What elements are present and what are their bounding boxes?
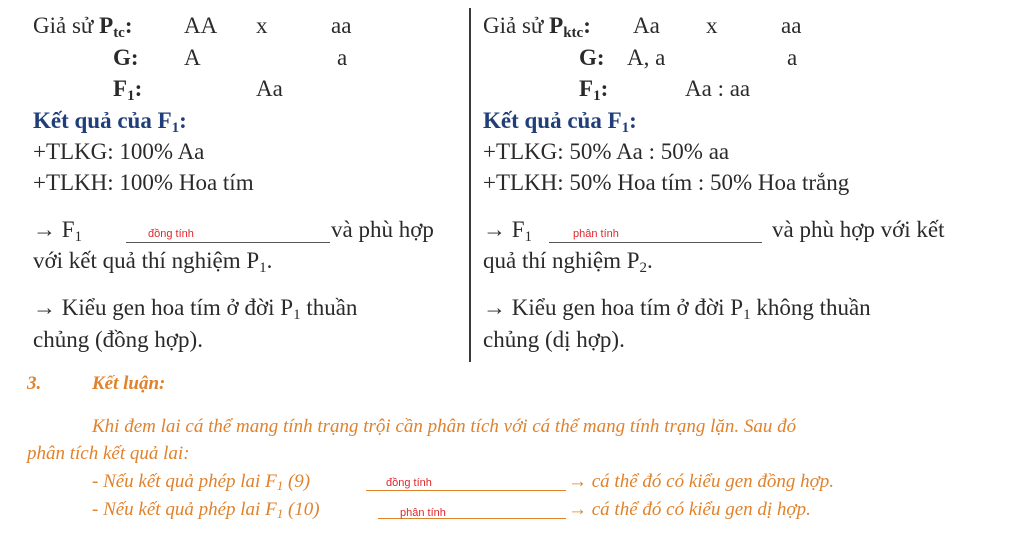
right-gamete-label: G: — [579, 45, 605, 70]
left-filled-answer: đồng tính — [148, 228, 194, 240]
left-result-heading: Kết quả của $F_1$: — [33, 108, 187, 136]
right-f1-genotype: Aa : aa — [685, 76, 751, 101]
right-genotype-conclusion-line1: → Kiểu gen hoa tím ở đời $P_1$ không thuần — [483, 295, 871, 323]
right-arrow-f1-line2: quả thí nghiệm $P_2$. — [483, 248, 653, 276]
left-arrow-f1-after: và phù hợp — [331, 217, 434, 242]
conclusion-number: 3. — [27, 373, 42, 394]
right-result-heading: Kết quả của $F_1$: — [483, 108, 637, 136]
left-arrow-f1: → $F_1$ — [33, 217, 83, 245]
left-tlkh: +TLKH: 100% Hoa tím — [33, 170, 254, 195]
right-parent-genotype-2: aa — [781, 13, 802, 38]
left-genotype-conclusion-line2: chủng (đồng hợp). — [33, 327, 203, 352]
left-tlkg: +TLKG: 100% Aa — [33, 139, 205, 164]
left-parent-genotype-2: aa — [331, 13, 352, 38]
left-gamete-2: a — [337, 45, 348, 70]
right-cross-symbol: x — [706, 13, 718, 38]
conclusion-item2-prefix: - Nếu kết quả phép lai F1 (10) — [92, 499, 320, 521]
left-parent-row: Giả sử $P_{tc}$: — [33, 13, 133, 41]
left-f1-genotype: Aa — [256, 76, 283, 101]
conclusion-title: Kết luận: — [92, 373, 166, 394]
left-f1-label: $F_1$: — [113, 76, 143, 104]
right-tlkh: +TLKH: 50% Hoa tím : 50% Hoa trắng — [483, 170, 850, 195]
right-tlkg: +TLKG: 50% Aa : 50% aa — [483, 139, 730, 164]
left-gamete-1: A — [184, 45, 201, 70]
left-arrow-f1-line2: với kết quả thí nghiệm $P_1$. — [33, 248, 273, 276]
conclusion-paragraph-line2: phân tích kết quả lai: — [27, 443, 190, 464]
right-parent-row: Giả sử $P_{ktc}$: — [483, 13, 591, 41]
right-arrow-f1: → $F_1$ — [483, 217, 533, 245]
conclusion-paragraph-line1: Khi đem lai cá thể mang tính trạng trội cần phân tích với cá thể mang tính trạng lặn. Sau đó — [92, 416, 797, 437]
right-f1-label: $F_1$: — [579, 76, 609, 104]
left-gamete-label: G: — [113, 45, 139, 70]
left-cross-symbol: x — [256, 13, 268, 38]
right-gamete-2: a — [787, 45, 798, 70]
conclusion-item1-result: → cá thể đó có kiểu gen đồng hợp. — [568, 471, 835, 492]
right-parent-genotype-1: Aa — [633, 13, 660, 38]
column-divider — [469, 8, 471, 362]
conclusion-item2-result: → cá thể đó có kiểu gen dị hợp. — [568, 499, 811, 520]
conclusion-item1-prefix: - Nếu kết quả phép lai F1 (9) — [92, 471, 311, 493]
right-gamete-1: A, a — [627, 45, 666, 70]
conclusion-item2-answer: phân tính — [400, 507, 446, 519]
right-genotype-conclusion-line2: chủng (dị hợp). — [483, 327, 625, 352]
right-filled-answer: phân tính — [573, 228, 619, 240]
conclusion-item1-answer: đồng tính — [386, 477, 432, 489]
left-parent-genotype-1: AA — [184, 13, 218, 38]
right-arrow-f1-after: và phù hợp với kết — [772, 217, 945, 242]
left-genotype-conclusion-line1: → Kiểu gen hoa tím ở đời $P_1$ thuần — [33, 295, 358, 323]
